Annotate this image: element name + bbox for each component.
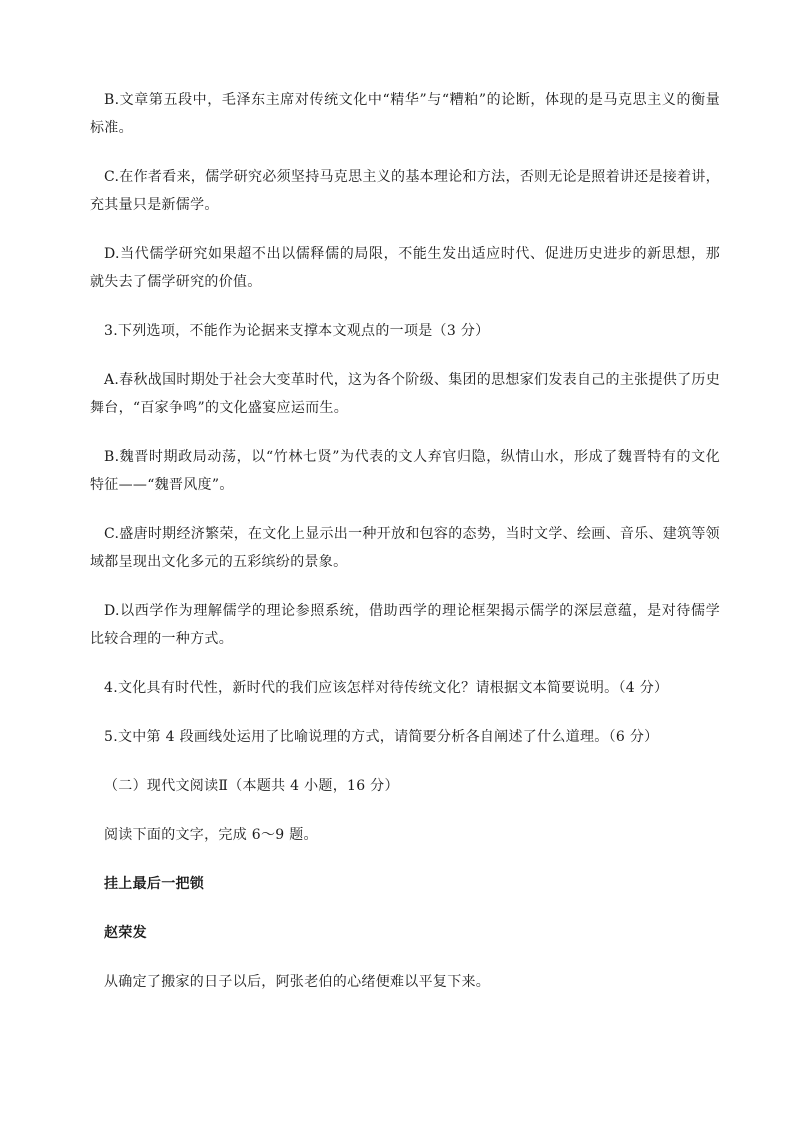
document-page bbox=[90, 86, 720, 996]
q3-option-a: A.春秋战国时期处于社会大变革时代，这为各个阶级、集团的思想家们发表自己的主张提供了历史舞台，“百家争鸣”的文化盛宴应运而生。 bbox=[90, 372, 720, 416]
reading-instruction: 阅读下面的文字，完成 6～9 题。 bbox=[104, 827, 318, 843]
story-first-paragraph: 从确定了搬家的日子以后，阿张老伯的心绪便难以平复下来。 bbox=[104, 974, 491, 990]
q3-stem: 3.下列选项，不能作为论据来支撑本文观点的一项是（3 分） bbox=[104, 323, 490, 339]
q3-option-b: B.魏晋时期政局动荡，以“竹林七贤”为代表的文人弃官归隐，纵情山水，形成了魏晋特有的文化特征——“魏晋风度”。 bbox=[90, 449, 720, 493]
story-title: 挂上最后一把锁 bbox=[104, 876, 205, 892]
story-author: 赵荣发 bbox=[104, 925, 147, 941]
q3-option-c: C.盛唐时期经济繁荣，在文化上显示出一种开放和包容的态势，当时文学、绘画、音乐、建筑等领域都呈现出文化多元的五彩缤纷的景象。 bbox=[90, 526, 720, 570]
q2-option-c: C.在作者看来，儒学研究必须坚持马克思主义的基本理论和方法，否则无论是照着讲还是接着讲，充其量只是新儒学。 bbox=[90, 169, 720, 213]
question-5: 5.文中第 4 段画线处运用了比喻说理的方式，请简要分析各自阐述了什么道理。（6 分） bbox=[104, 729, 659, 745]
q2-option-d: D.当代儒学研究如果超不出以儒释儒的局限，不能生发出适应时代、促进历史进步的新思想，那就失去了儒学研究的价值。 bbox=[90, 246, 720, 290]
q3-option-d: D.以西学作为理解儒学的理论参照系统，借助西学的理论框架揭示儒学的深层意蕴，是对待儒学比较合理的一种方式。 bbox=[90, 603, 720, 647]
question-4: 4.文化具有时代性，新时代的我们应该怎样对待传统文化？请根据文本简要说明。（4 分） bbox=[104, 680, 669, 696]
q2-option-b: B.文章第五段中，毛泽东主席对传统文化中“精华”与“糟粕”的论断，体现的是马克思主义的衡量标准。 bbox=[90, 92, 720, 136]
section-heading: （二）现代文阅读Ⅱ（本题共 4 小题，16 分） bbox=[104, 778, 399, 794]
